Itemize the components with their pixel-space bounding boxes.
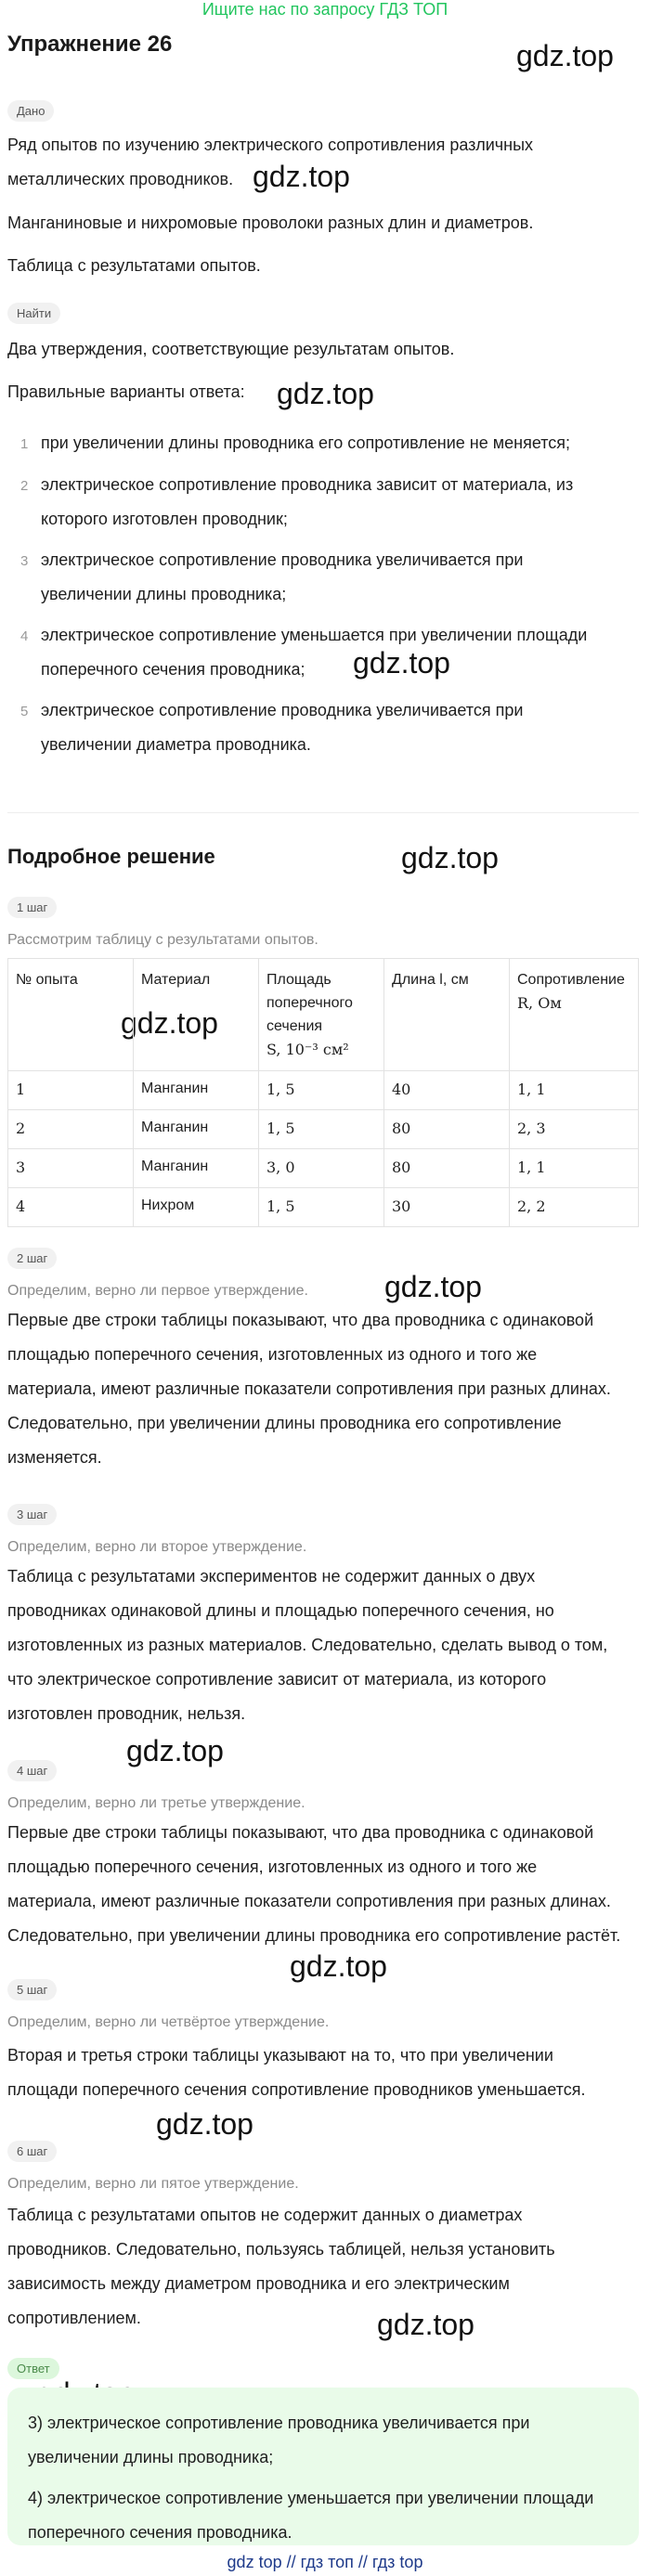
table-cell: 1, 5 [259, 1110, 384, 1149]
table-cell: 2, 3 [510, 1110, 639, 1149]
solution-title: Подробное решение [7, 845, 215, 868]
table-header [259, 959, 384, 1071]
footer-links[interactable]: gdz top // гдз топ // гдз top [227, 2553, 423, 2571]
table-cell: 30 [384, 1188, 510, 1227]
table-header-text: Длина l, см [392, 972, 469, 988]
step-intro: Рассмотрим таблицу с результатами опытов. [7, 932, 318, 948]
step-intro: Определим, верно ли первое утверждение. [7, 1283, 308, 1299]
watermark: gdz.top [377, 2308, 474, 2341]
option-number: 2 [20, 478, 29, 494]
option-text: электрическое сопротивление проводника зависит от материала, из [41, 475, 574, 494]
option-number: 3 [20, 553, 29, 569]
step-line: Вторая и третья строки таблицы указывают на то, что при увеличении [7, 2046, 553, 2065]
table-header-row [8, 959, 639, 1071]
table-cell: 4 [8, 1188, 134, 1227]
watermark: gdz.top [353, 646, 450, 680]
step-intro: Определим, верно ли третье утверждение. [7, 1795, 306, 1811]
table-cell: Манганин [134, 1071, 259, 1110]
top-banner: Ищите нас по запросу ГДЗ ТОП [202, 0, 448, 19]
results-table [7, 958, 639, 1227]
step-tag: 4 шаг [7, 1760, 57, 1781]
table-cell: 1 [8, 1071, 134, 1110]
answer-line: 3) электрическое сопротивление проводника увеличивается при [28, 2414, 530, 2432]
step-line: Первые две строки таблицы показывают, что два проводника с одинаковой [7, 1823, 594, 1842]
table-cell: 2, 2 [510, 1188, 639, 1227]
table-header-text: № опыта [16, 972, 78, 988]
step-line: материала, имеют различные показатели сопротивления при разных длинах. [7, 1892, 611, 1910]
table-cell: 40 [384, 1071, 510, 1110]
given-line: Манганиновые и нихромовые проволоки разных длин и диаметров. [7, 214, 534, 232]
option-number: 4 [20, 628, 29, 644]
step-line: изменяется. [7, 1448, 102, 1467]
option-number: 1 [20, 436, 29, 452]
table-row [8, 1188, 639, 1227]
step-tag: 1 шаг [7, 897, 57, 918]
option-text: электрическое сопротивление уменьшается при увеличении площади [41, 626, 588, 644]
table-cell: 1, 1 [510, 1149, 639, 1188]
find-tag: Найти [7, 303, 60, 324]
table-cell: 1, 1 [510, 1071, 639, 1110]
watermark: gdz.top [401, 841, 499, 874]
watermark: gdz.top [277, 377, 374, 410]
table-cell: Манганин [134, 1110, 259, 1149]
find-line: Правильные варианты ответа: [7, 382, 245, 401]
table-header-text: S, 10⁻³ см² [266, 1041, 349, 1058]
step-tag: 2 шаг [7, 1248, 57, 1269]
step-line: площадью поперечного сечения, изготовленных из одного и того же [7, 1858, 538, 1876]
step-line: зависимость между диаметром проводника и его электрическим [7, 2274, 510, 2293]
answer-tag: Ответ [7, 2358, 59, 2379]
step-line: Таблица с результатами опытов не содержит данных о диаметрах [7, 2206, 523, 2224]
table-row [8, 1149, 639, 1188]
table-cell: 80 [384, 1110, 510, 1149]
table-cell: 80 [384, 1149, 510, 1188]
option-text: электрическое сопротивление проводника увеличивается при [41, 701, 524, 719]
table-cell: 3 [8, 1149, 134, 1188]
table-cell: 3, 0 [259, 1149, 384, 1188]
option-text: поперечного сечения проводника; [41, 660, 306, 679]
option-text: увеличении длины проводника; [41, 585, 287, 603]
given-tag: Дано [7, 100, 54, 122]
table-cell: 1, 5 [259, 1188, 384, 1227]
step-line: проводников. Следовательно, пользуясь таблицей, нельзя установить [7, 2240, 555, 2259]
table-header-text: поперечного [266, 995, 353, 1011]
step-line: Следовательно, при увеличении длины проводника его сопротивление растёт. [7, 1926, 621, 1945]
given-line: Таблица с результатами опытов. [7, 256, 261, 275]
answer-line: увеличении длины проводника; [28, 2448, 274, 2466]
table-header-text: Площадь [266, 972, 332, 988]
step-line: Таблица с результатами экспериментов не содержит данных о двух [7, 1567, 536, 1586]
watermark: gdz.top [126, 1734, 224, 1767]
answer-line: поперечного сечения проводника. [28, 2523, 292, 2542]
step-line: сопротивлением. [7, 2309, 141, 2327]
table-cell: 1, 5 [259, 1071, 384, 1110]
step-intro: Определим, верно ли пятое утверждение. [7, 2176, 299, 2192]
given-line: металлических проводников. [7, 170, 234, 188]
table-header [384, 959, 510, 1071]
step-line: изготовленных из разных материалов. Следовательно, сделать вывод о том, [7, 1636, 608, 1654]
table-cell: Нихром [134, 1188, 259, 1227]
watermark: gdz.top [121, 1006, 218, 1040]
step-tag: 6 шаг [7, 2141, 57, 2162]
step-line: проводниках одинаковой длины и площадью поперечного сечения, но [7, 1601, 554, 1620]
option-text: увеличении диаметра проводника. [41, 735, 311, 754]
step-line: площадью поперечного сечения, изготовленных из одного и того же [7, 1345, 538, 1364]
divider [7, 812, 639, 813]
table-row [8, 1071, 639, 1110]
watermark: gdz.top [290, 1949, 387, 1983]
step-intro: Определим, верно ли четвёртое утверждение. [7, 2014, 330, 2030]
given-line: Ряд опытов по изучению электрического сопротивления различных [7, 136, 534, 154]
option-text: при увеличении длины проводника его сопротивление не меняется; [41, 434, 571, 452]
step-tag: 5 шаг [7, 1979, 57, 2000]
step-line: изготовлен проводник, нельзя. [7, 1704, 246, 1723]
watermark: gdz.top [156, 2107, 254, 2141]
table-header [134, 959, 259, 1071]
table-header-text: R, Ом [517, 994, 562, 1012]
table-header [510, 959, 639, 1071]
step-tag: 3 шаг [7, 1504, 57, 1525]
option-text: которого изготовлен проводник; [41, 510, 288, 528]
option-text: электрическое сопротивление проводника увеличивается при [41, 550, 524, 569]
step-intro: Определим, верно ли второе утверждение. [7, 1539, 307, 1555]
table-header-text: сечения [266, 1018, 323, 1034]
page-title: Упражнение 26 [7, 32, 173, 57]
table-header-text: Материал [141, 972, 211, 988]
table-cell: 2 [8, 1110, 134, 1149]
find-line: Два утверждения, соответствующие результатам опытов. [7, 340, 455, 358]
table-cell: Манганин [134, 1149, 259, 1188]
table-header-text: Сопротивление [517, 972, 625, 988]
watermark: gdz.top [516, 39, 614, 72]
table-header [8, 959, 134, 1071]
table-row [8, 1110, 639, 1149]
watermark: gdz.top [253, 160, 350, 193]
step-line: Первые две строки таблицы показывают, что два проводника с одинаковой [7, 1311, 594, 1329]
watermark: gdz.top [384, 1270, 482, 1303]
step-line: Следовательно, при увеличении длины проводника его сопротивление [7, 1414, 562, 1432]
step-line: материала, имеют различные показатели сопротивления при разных длинах. [7, 1379, 611, 1398]
step-line: площади поперечного сечения сопротивление проводников уменьшается. [7, 2080, 586, 2099]
option-number: 5 [20, 704, 29, 719]
answer-line: 4) электрическое сопротивление уменьшается при увеличении площади [28, 2489, 594, 2507]
step-line: что электрическое сопротивление зависит от материала, из которого [7, 1670, 547, 1689]
